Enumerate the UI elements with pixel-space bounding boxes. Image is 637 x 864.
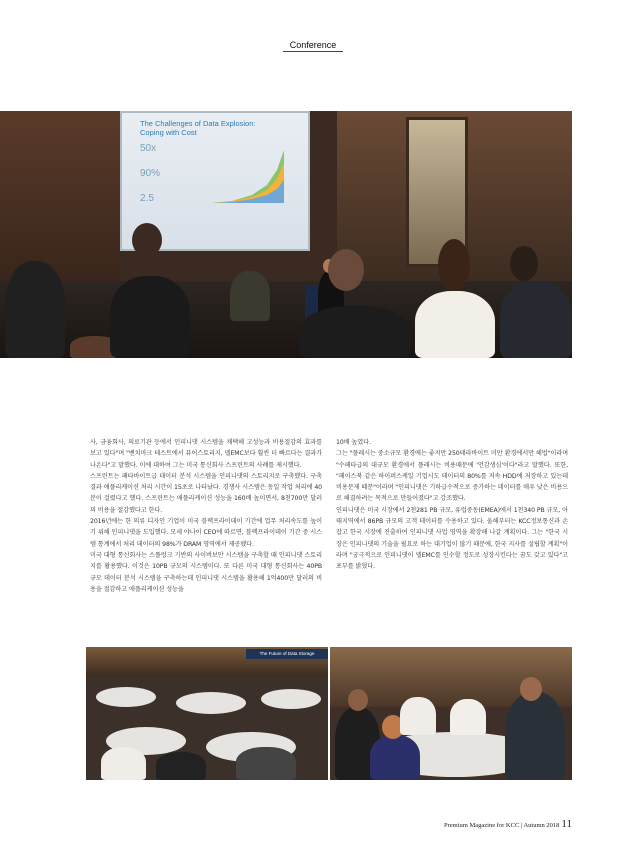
round-table xyxy=(96,687,156,707)
round-table xyxy=(261,689,321,709)
conference-photo-hall xyxy=(86,647,328,780)
paragraph: 미국 대형 통신회사는 스플렁크 기반의 사이버보안 시스템을 구축할 때 인피니댓 스토리지를 활용했다. 이것은 10PB 규모의 시스템이다. 또 다른 미국 대형 통신회사는 40PB 규모 데이터 분석 시스템을 구축하는데 인피니댓 시스템을 활용해 1억400만 달러의 비용을 절감하고 애플리케이션 성능을 xyxy=(90,551,322,593)
audience-member xyxy=(500,281,572,358)
page-number: 11 xyxy=(561,818,572,830)
body-column-right xyxy=(336,437,568,573)
audience-member xyxy=(450,699,486,735)
paragraph: 사, 금융회사, 의료기관 등에서 인피니댓 시스템을 채택해 고성능과 비용절감의 효과를 보고 있다"며 "벤치마크 테스트에서 퓨어스토리지, 델EMC보다 훨씬 더 빠르다는 결과가 나온다"고 말했다. 이에 대하여 그는 미국 통신회사 스프린트의 사례를 제시했다. xyxy=(90,439,322,469)
slide-title-line1: The Challenges of Data Explosion: xyxy=(140,119,256,128)
audience-head xyxy=(510,246,538,281)
paragraph: 스프린트는 페타바이트급 데이터 분석 시스템을 인피니댓의 스토리지로 구축했다. 구축 결과 애플리케이션 처리 시간이 15초로 나타났다. 경쟁사 시스템은 동일 작업 처리에 40분이 걸렸다고 했다. 스프린트는 애플리케이션 성능을 160배 높이면서, 8천700만 달러의 비용을 절감했다고 한다. xyxy=(90,472,322,514)
audience-member xyxy=(400,697,436,735)
section-underline xyxy=(283,51,343,52)
paragraph: 10배 높였다. xyxy=(336,439,371,446)
conference-photo-main xyxy=(0,111,572,358)
audience-head xyxy=(520,677,542,701)
audience-member xyxy=(156,752,206,780)
conference-photo-table xyxy=(330,647,572,780)
slide-stat-3: 2.5 xyxy=(140,193,154,204)
magazine-name: Premium Magazine for KCC | Autumn 2018 xyxy=(444,822,560,829)
event-banner: The Future of Data Storage xyxy=(246,649,328,659)
slide-stat-1: 50x xyxy=(140,143,157,154)
audience-member xyxy=(300,306,410,358)
slide-stat-2: 90% xyxy=(140,168,161,179)
round-table xyxy=(176,692,246,714)
audience-head xyxy=(328,249,364,291)
audience-member xyxy=(101,747,146,780)
section-label: Conference xyxy=(289,40,337,50)
audience-member xyxy=(230,271,270,321)
audience-member xyxy=(110,276,190,358)
audience-head xyxy=(348,689,368,711)
paragraph: 인피니댓은 미국 시장에서 2천281 PB 규모, 유럽중동(EMEA)에서 1천340 PB 규모, 아태지역에서 86PB 규모의 고객 데이터를 수용하고 있다. 올해부터는 KCC정보통신과 손잡고 한국 시장에 진출하여 인피니댓 사업 영역을 확장해 나갈 계획이다. 그는 "한국 시장은 인피니댓의 기술을 필요로 하는 대기업이 많기 때문에, 한국 지사를 설립할 계획"이라며 "궁극적으로 인피니댓이 델EMC를 인수할 정도로 성장시킨다는 꿈도 갖고 있다"고 포부를 밝혔다. xyxy=(336,506,568,571)
paragraph: 2016년에는 한 의류 디자인 기업이 미국 블랙프라이데이 기간에 업무 처리속도를 높이기 위해 인피니댓을 도입했다. 모세 야나이 CEO에 따르면, 블랙프라이데이 기간 중 시스템 통계에서 처리 데이터의 98%가 DRAM 영역에서 제공됐다. xyxy=(90,518,322,548)
audience-member xyxy=(505,692,565,780)
body-column-left xyxy=(90,437,322,595)
audience-member xyxy=(415,291,495,358)
page-footer xyxy=(400,818,572,832)
audience-member xyxy=(370,735,420,780)
audience-head xyxy=(438,239,470,291)
audience-member xyxy=(5,261,65,358)
audience-member xyxy=(236,747,296,780)
audience-head xyxy=(132,223,162,257)
slide-title-line2: Coping with Cost xyxy=(140,128,197,137)
slide-growth-graph xyxy=(212,135,292,205)
paragraph: 그는 "플래시는 중소규모 환경에는 좋지만 250테라바이트 미만 환경에서만 해법"이라며 "수페타급의 대규모 환경에서 플래시는 비용때문에 '언감생심'이다"라고 말했다. 또한, "페이스북 같은 하이퍼스케일 기업시도 데이터의 80%를 저속 HDD에 저장하고 있는데 비용문제 때문"이라며 "인피니댓은 기하급수적으로 증가하는 데이터를 매우 낮은 비용으로 해결하려는 목적으로 만들어졌다"고 강조했다. xyxy=(336,450,569,503)
